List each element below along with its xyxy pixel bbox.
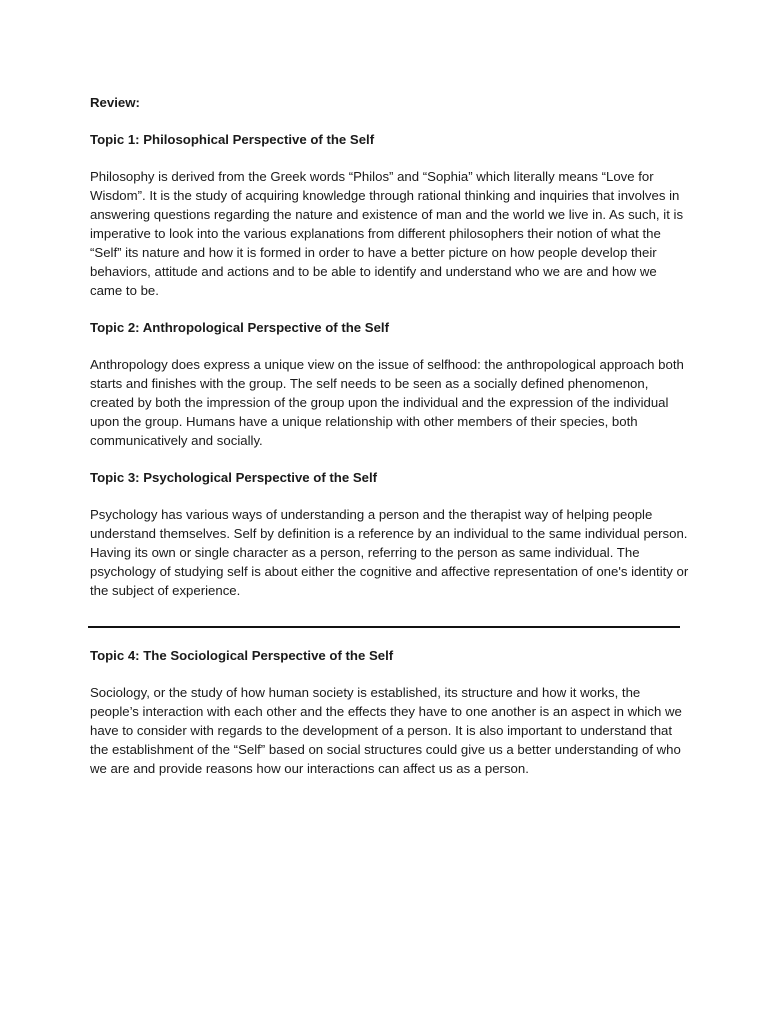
topic-4-section (90, 646, 690, 796)
topic-1-paragraph: Philosophy is derived from the Greek words “Philos” and “Sophia” which literally means “Love for Wisdom”. It is the study of acquiring knowledge through rational thinking and inquiries that involves in answering questions regarding the nature and existence of man and the world we live in. As such, it is imperative to look into the various explanations from different philosophers their notion of what the “Self” its nature and how it is formed in order to have a better picture on how people develop their behaviors, attitude and actions and to be able to identify and understand who we are and how we came to be. (90, 169, 684, 298)
topic-3-paragraph: Psychology has various ways of understanding a person and the therapist way of helping people understand themselves. Self by definition is a reference by an individual to the same individual person. Having its own or single character as a person, referring to the person as same individual. The psychology of studying self is about either the cognitive and affective representation of one's identity or the subject of experience. (90, 507, 689, 598)
topic-4-paragraph: Sociology, or the study of how human society is established, its structure and how it works, the people’s interaction with each other and the effects they have to one another is an aspect in which we have to consider with regards to the development of a person. It is also important to understand that the establishment of the “Self” based on social structures could give us a better understanding of who we are and provide reasons how our interactions can affect us as a person. (90, 685, 682, 776)
topic-4-heading: Topic 4: The Sociological Perspective of the Self (90, 648, 394, 663)
review-label: Review: (90, 95, 140, 110)
topic-2-heading: Topic 2: Anthropological Perspective of the Self (90, 320, 389, 335)
topic-2-paragraph: Anthropology does express a unique view on the issue of selfhood: the anthropological approach both starts and finishes with the group. The self needs to be seen as a socially defined phenomenon, created by both the impression of the group upon the individual and the expression of the individual upon the group. Humans have a unique relationship with other members of their species, both communicatively and socially. (90, 357, 684, 448)
topic-1-heading: Topic 1: Philosophical Perspective of the Self (90, 132, 375, 147)
document-page (90, 93, 690, 618)
section-divider (88, 626, 680, 628)
topic-3-heading: Topic 3: Psychological Perspective of the Self (90, 470, 378, 485)
